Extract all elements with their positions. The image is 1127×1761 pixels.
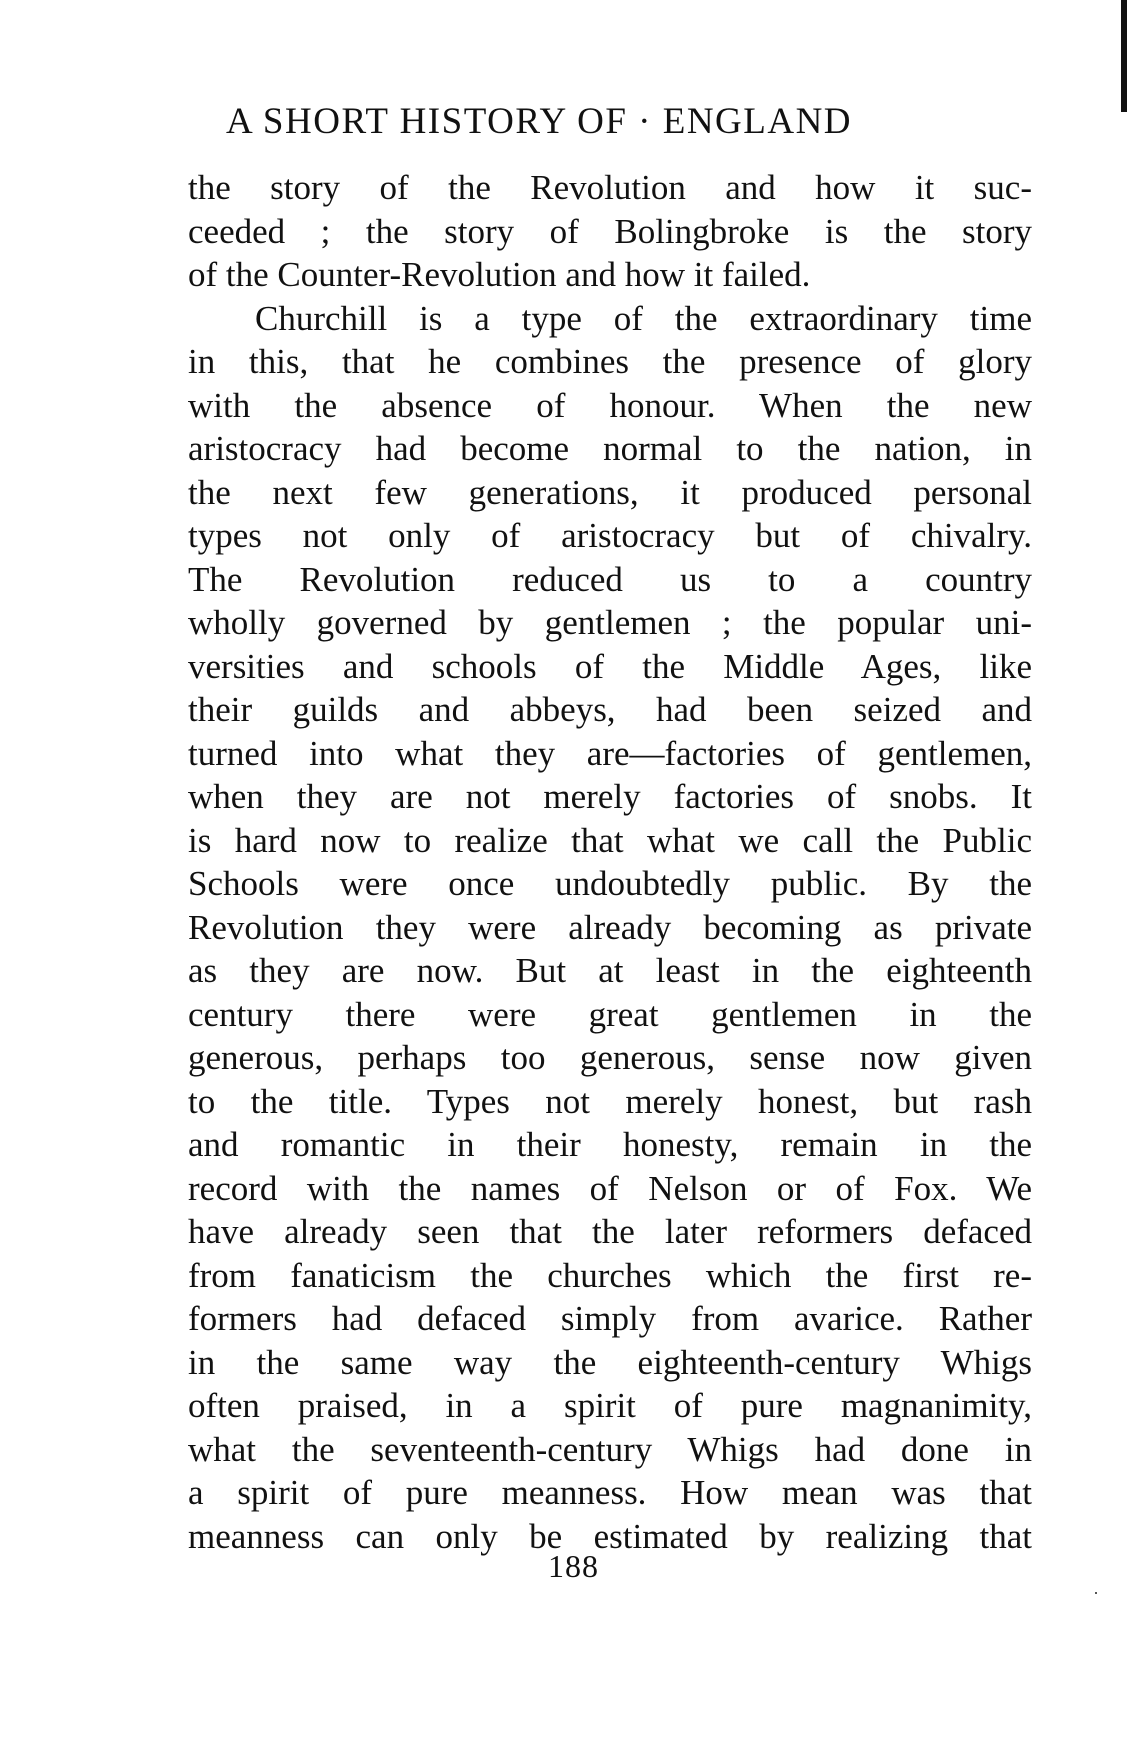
text-line: the next few generations, it produced personal [188, 472, 1032, 512]
text-line: of the Counter-Revolution and how it failed. [188, 255, 811, 294]
body-text [188, 166, 1032, 1558]
text-line: a spirit of pure meanness. How mean was that [188, 1473, 1032, 1512]
text-line: Churchill is a type of the extraordinary time [255, 298, 1032, 338]
text-line: what the seventeenth-century Whigs had done in [188, 1429, 1032, 1469]
text-line: The Revolution reduced us to a country [188, 559, 1032, 599]
text-line: in the same way the eighteenth-century Whigs [188, 1342, 1032, 1382]
text-line: meanness can only be estimated by realizing that [188, 1516, 1032, 1556]
text-line: have already seen that the later reformers defaced [188, 1212, 1032, 1251]
text-line: and romantic in their honesty, remain in the [188, 1125, 1032, 1164]
page-number: 188 [548, 1548, 599, 1584]
text-line: Revolution they were already becoming as private [188, 907, 1032, 947]
text-line: as they are now. But at least in the eighteenth [188, 951, 1032, 990]
text-line: to the title. Types not merely honest, but rash [188, 1081, 1032, 1121]
text-line: ceeded ; the story of Bolingbroke is the story [188, 211, 1032, 251]
text-line: is hard now to realize that what we call the Public [188, 820, 1032, 860]
text-line: the story of the Revolution and how it suc- [188, 168, 1032, 207]
text-line: turned into what they are—factories of gentlemen, [188, 733, 1032, 773]
text-line: in this, that he combines the presence of glory [188, 342, 1032, 381]
text-line: their guilds and abbeys, had been seized and [188, 690, 1032, 729]
text-line: often praised, in a spirit of pure magnanimity, [188, 1386, 1032, 1425]
text-line: from fanaticism the churches which the first re- [188, 1255, 1032, 1295]
text-line: century there were great gentlemen in the [188, 994, 1032, 1034]
text-line: Schools were once undoubtedly public. By the [188, 864, 1032, 903]
text-line: when they are not merely factories of snobs. It [188, 777, 1032, 816]
text-line: wholly governed by gentlemen ; the popular uni- [188, 603, 1032, 642]
text-line: record with the names of Nelson or of Fox. We [188, 1168, 1032, 1208]
scan-edge-mark [1121, 0, 1127, 112]
text-line: generous, perhaps too generous, sense now given [188, 1038, 1032, 1077]
scan-speck [1095, 1592, 1097, 1594]
text-line: versities and schools of the Middle Ages, like [188, 646, 1032, 686]
running-header: A SHORT HISTORY OF · ENGLAND [226, 101, 853, 142]
text-line: with the absence of honour. When the new [188, 385, 1032, 425]
text-line: aristocracy had become normal to the nation, in [188, 429, 1032, 468]
text-line: types not only of aristocracy but of chivalry. [188, 516, 1032, 555]
text-line: formers had defaced simply from avarice. Rather [188, 1299, 1032, 1338]
